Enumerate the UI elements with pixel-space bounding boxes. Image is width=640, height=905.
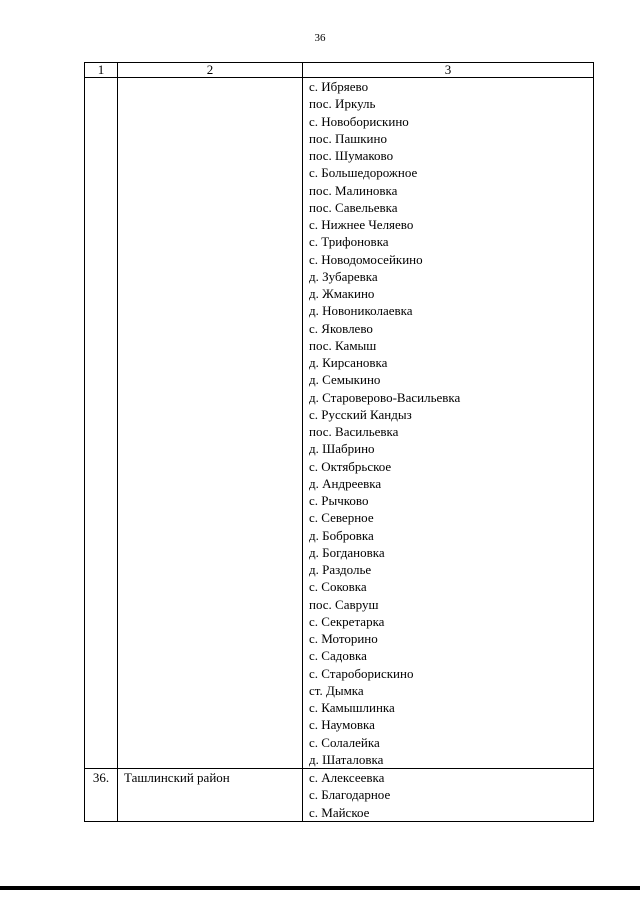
settlement-item: пос. Малиновка xyxy=(309,182,398,198)
settlement-item: пос. Савруш xyxy=(309,596,379,612)
settlement-list xyxy=(303,78,594,769)
settlement-item: с. Большедорожное xyxy=(309,165,418,181)
settlement-item: с. Благодарное xyxy=(309,787,391,803)
header-col-2: 2 xyxy=(118,63,303,78)
settlement-item: д. Бобровка xyxy=(309,527,374,543)
settlement-item: с. Соковка xyxy=(309,579,367,595)
district-name: Ташлинский район xyxy=(118,769,303,822)
settlement-item: с. Староборискино xyxy=(309,665,414,681)
settlement-item: с. Новодомосейкино xyxy=(309,251,423,267)
settlement-item: д. Семыкино xyxy=(309,372,381,388)
page-number: 36 xyxy=(314,32,326,44)
settlement-item: д. Шаталовка xyxy=(309,751,384,767)
settlement-item: с. Алексеевка xyxy=(309,770,385,785)
settlement-item: с. Северное xyxy=(309,510,374,526)
settlement-item: пос. Савельевка xyxy=(309,199,398,215)
settlement-item: с. Наумовка xyxy=(309,717,375,733)
district-name xyxy=(118,78,303,769)
settlement-item: с. Нижнее Челяево xyxy=(309,217,414,232)
settlement-item: с. Русский Кандыз xyxy=(309,406,412,422)
row-number xyxy=(85,78,118,769)
settlement-item: пос. Васильевка xyxy=(309,424,399,439)
settlement-item: д. Зубаревка xyxy=(309,268,378,284)
settlement-item: д. Андреевка xyxy=(309,475,382,491)
header-col-3: 3 xyxy=(303,63,594,78)
settlement-item: с. Ибряево xyxy=(309,79,369,94)
settlement-item: д. Шабрино xyxy=(309,441,375,457)
settlement-item: с. Садовка xyxy=(309,648,367,664)
settlement-list xyxy=(303,769,594,822)
settlement-item: с. Секретарка xyxy=(309,613,385,629)
bottom-rule xyxy=(0,886,640,890)
header-col-1: 1 xyxy=(85,63,118,78)
settlement-item: с. Трифоновка xyxy=(309,234,389,250)
settlement-item: с. Моторино xyxy=(309,631,378,646)
settlement-item: д. Кирсановка xyxy=(309,355,388,370)
settlements-table xyxy=(84,62,594,822)
settlement-item: с. Солалейка xyxy=(309,734,380,750)
settlement-item: д. Богдановка xyxy=(309,544,385,560)
settlement-item: с. Октябрьское xyxy=(309,458,392,474)
settlement-item: с. Новоборискино xyxy=(309,113,409,129)
settlement-item: пос. Пашкино xyxy=(309,130,387,146)
settlement-item: д. Староверово-Васильевка xyxy=(309,389,461,405)
table-row xyxy=(85,78,594,769)
settlement-item: с. Камышлинка xyxy=(309,700,395,715)
settlement-item: с. Майское xyxy=(309,804,370,820)
settlement-item: пос. Иркуль xyxy=(309,96,376,112)
table-row xyxy=(85,769,594,822)
row-number: 36. xyxy=(85,769,118,822)
settlement-item: с. Рычково xyxy=(309,493,369,508)
settlement-item: пос. Шумаково xyxy=(309,148,394,163)
settlement-item: д. Жмакино xyxy=(309,286,375,301)
table-header-row xyxy=(85,63,594,78)
settlement-item: пос. Камыш xyxy=(309,337,377,353)
settlement-item: ст. Дымка xyxy=(309,682,364,698)
settlement-item: с. Яковлево xyxy=(309,320,373,336)
settlement-item: д. Новониколаевка xyxy=(309,303,413,319)
settlement-item: д. Раздолье xyxy=(309,562,372,577)
